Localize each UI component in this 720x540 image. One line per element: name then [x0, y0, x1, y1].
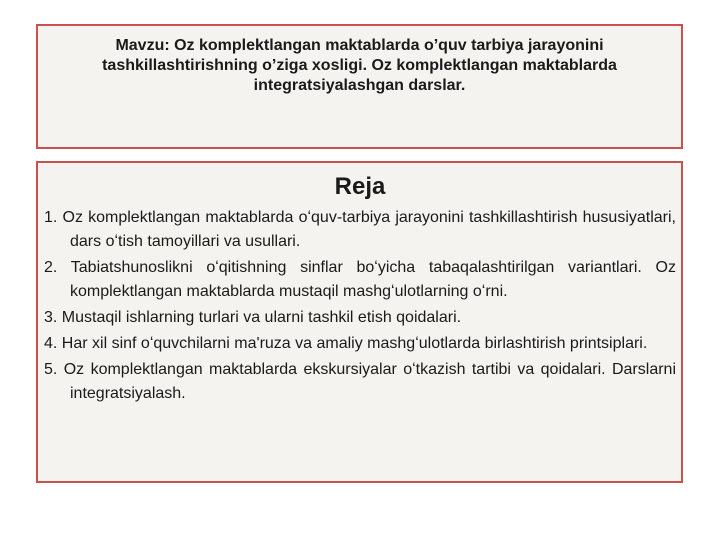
list-item: 4. Har xil sinf oʻquvchilarni ma'ruza va amaliy mashgʻulotlarda birlashtirish printsiplari.: [44, 335, 648, 352]
plan-list: [44, 206, 676, 408]
list-item: 3. Mustaqil ishlarning turlari va ularni tashkil etish qoidalari.: [44, 309, 462, 326]
title-box: [36, 24, 683, 149]
list-item: 5. Oz komplektlangan maktablarda ekskursiyalar oʻtkazish tartibi va qoidalari. Darslarni integratsiyalash.: [44, 361, 676, 402]
slide-title: Mavzu: Oz komplektlangan maktablarda o’quv tarbiya jarayonini tashkillashtirishning o’ziga xosligi. Oz komplektlangan maktablarda integratsiyalashgan darslar.: [102, 37, 617, 94]
list-item: 1. Oz komplektlangan maktablarda oʻquv-tarbiya jarayonini tashkillashtirish hususiyatlari, dars oʻtish tamoyillari va usullari.: [44, 209, 676, 250]
list-item: 2. Tabiatshunoslikni oʻqitishning sinflar boʻyicha tabaqalashtirilgan variantlari. Oz komplektlangan maktablarda mustaqil mashgʻulotlarning oʻrni.: [44, 259, 676, 300]
plan-heading: Reja: [334, 173, 386, 200]
